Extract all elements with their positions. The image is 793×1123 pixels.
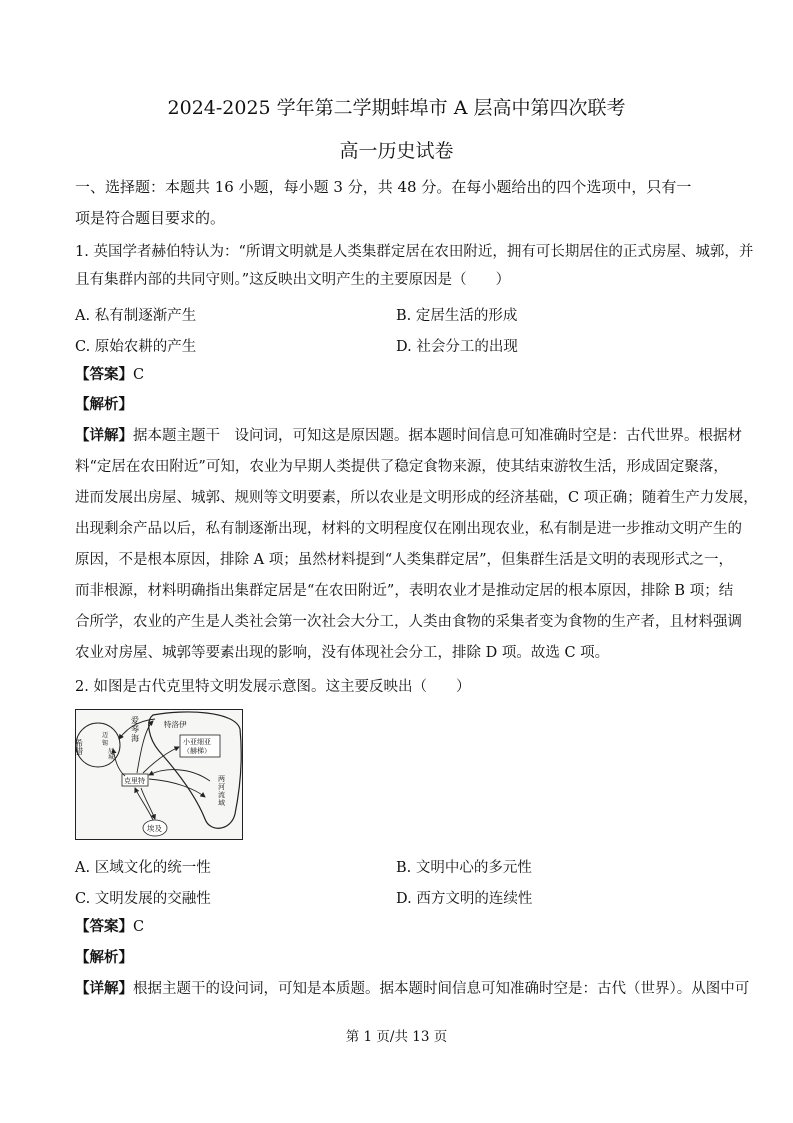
question-2-option-c: C. 文明发展的交融性 [75, 891, 211, 907]
question-2-option-a: A. 区域文化的统一性 [75, 860, 211, 876]
answer-tag: 【答案】 [75, 918, 133, 935]
label-hittite: （赫梯） [183, 747, 211, 755]
question-1-detail-line-5: 原因，不是根本原因，排除 A 项；虽然材料提到“人类集群定居”，但集群生活是文明的表现形式之一， [75, 552, 734, 568]
label-mycenae-1: 迈 [102, 732, 109, 739]
page-title: 2024-2025 学年第二学期蚌埠市 A 层高中第四次联考 [167, 97, 626, 119]
label-mycenae-4: 城 [108, 754, 115, 761]
detail-text: 根据主题干的设问词，可知是本质题。据本题时间信息可知准确时空是：古代（世界）。从图中可 [133, 981, 750, 997]
label-asia-minor: 小亚细亚 [183, 738, 211, 746]
label-crete: 克里特 [124, 777, 145, 785]
question-1-detail-line-4: 出现剩余产品以后，私有制逐渐出现，材料的文明程度仅在刚出现农业，私有制是进一步推动文明产生的 [75, 521, 742, 537]
section-instructions-line-2: 项是符合题目要求的。 [75, 209, 226, 227]
label-greece: 希腊 [75, 739, 84, 755]
label-aegean-2: 琴 [131, 725, 139, 734]
label-meso-3: 流 [218, 791, 225, 799]
question-2-stem: 2. 如图是古代克里特文明发展示意图。这主要反映出（ ） [75, 679, 471, 695]
question-1-stem-line-2: 且有集群内部的共同守则。”这反映出文明产生的主要原因是（ ） [75, 272, 511, 288]
label-egypt: 埃及 [147, 824, 162, 833]
label-meso-1: 两 [218, 775, 225, 783]
page-subtitle: 高一历史试卷 [339, 140, 454, 162]
question-2-detail-line-1 [75, 980, 749, 998]
question-1-option-a: A. 私有制逐渐产生 [75, 308, 197, 324]
question-2-analysis-tag: 【解析】 [75, 949, 133, 966]
question-1-analysis-tag: 【解析】 [75, 396, 133, 413]
question-2-option-b: B. 文明中心的多元性 [396, 860, 532, 876]
answer-tag: 【答案】 [75, 366, 133, 383]
label-mycenae-3: 尼 [108, 748, 115, 755]
question-1-answer [75, 366, 144, 384]
label-aegean-3: 海 [131, 734, 139, 743]
question-1-stem-line-1: 1. 英国学者赫伯特认为：“所谓文明就是人类集群定居在农田附近，拥有可长期居住的正式房屋、城郭，并 [75, 244, 754, 260]
answer-value: C [133, 367, 145, 383]
question-1-detail-line-1 [75, 427, 742, 445]
detail-tag: 【详解】 [75, 427, 133, 444]
question-2-answer [75, 918, 144, 936]
crete-civilization-map [75, 709, 243, 840]
label-troy: 特洛伊 [164, 720, 187, 729]
detail-tag: 【详解】 [75, 980, 133, 997]
label-mycenae-2: 锡 [102, 740, 109, 747]
question-1-option-b: B. 定居生活的形成 [396, 308, 518, 324]
question-1-detail-line-2: 料“定居在农田附近”可知，农业为早期人类提供了稳定食物来源，使其结束游牧生活，形成固定聚落， [75, 459, 728, 475]
question-1-detail-line-7: 合所学，农业的产生是人类社会第一次社会大分工，人类由食物的采集者变为食物的生产者，且材料强调 [75, 614, 742, 630]
answer-value: C [133, 919, 145, 935]
page-number: 第 1 页/共 13 页 [345, 1029, 448, 1045]
question-1-detail-line-8: 农业对房屋、城郭等要素出现的影响，没有体现社会分工，排除 D 项。故选 C 项。 [75, 645, 610, 661]
label-meso-2: 河 [218, 783, 225, 791]
label-aegean-1: 爱 [131, 716, 139, 725]
question-1-detail-line-3: 进而发展出房屋、城郭、规则等文明要素，所以农业是文明形成的经济基础，C 项正确；随着生产力发展， [75, 490, 758, 506]
question-1-option-c: C. 原始农耕的产生 [75, 339, 197, 355]
label-meso-4: 域 [218, 799, 225, 807]
question-1-detail-line-6: 而非根源，材料明确指出集群定居是“在农田附近”，表明农业才是推动定居的根本原因，排除 B 项；结 [75, 583, 734, 599]
section-instructions-line-1: 一、选择题：本题共 16 小题，每小题 3 分，共 48 分。在每小题给出的四个选项中，只有一 [75, 178, 692, 196]
question-1-option-d: D. 社会分工的出现 [396, 339, 518, 355]
detail-text: 据本题主题干 设问词，可知这是原因题。据本题时间信息可知准确时空是：古代世界。根据材 [133, 428, 742, 444]
question-2-option-d: D. 西方文明的连续性 [396, 891, 533, 907]
